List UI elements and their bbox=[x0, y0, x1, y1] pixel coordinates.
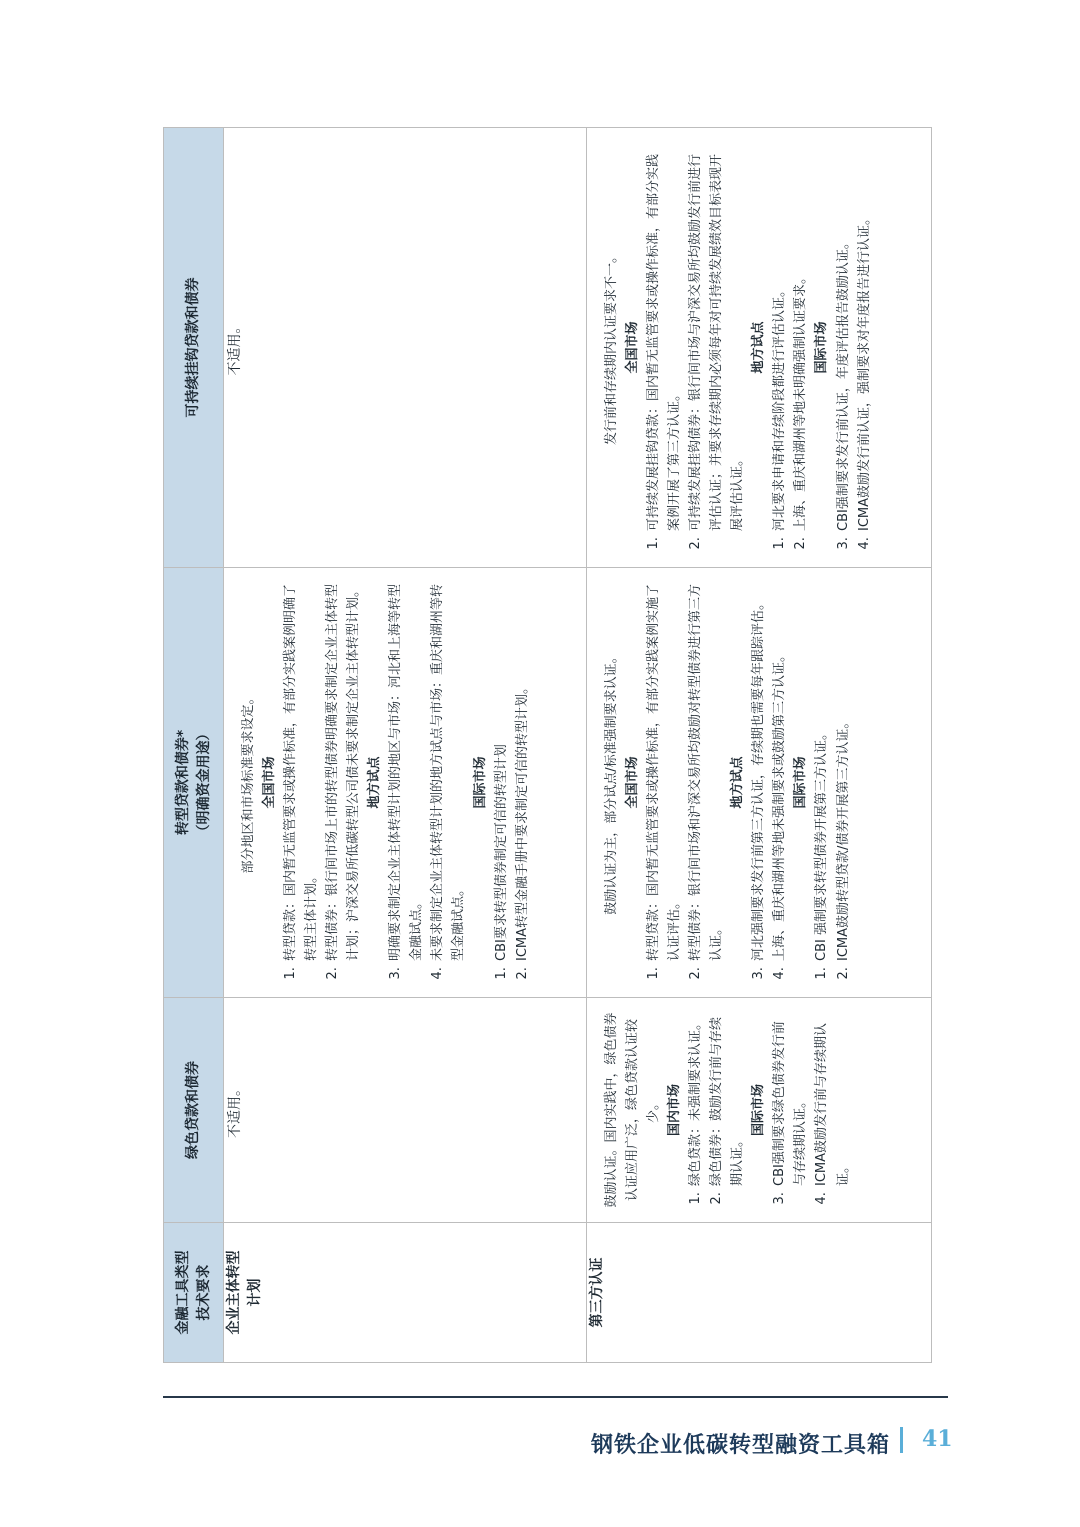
subheading-domestic: 国内市场 bbox=[667, 1084, 683, 1137]
list-item: 1. 绿色贷款：未强制要求认证。 bbox=[685, 1012, 706, 1188]
cell-intro: 鼓励认证为主，部分试点/标准强制要求认证。 bbox=[604, 650, 619, 915]
table-row-transition-plan bbox=[224, 128, 587, 1363]
header-text: 绿色贷款和债券 bbox=[185, 1061, 202, 1159]
cell-intro: 鼓励认证。国内实践中，绿色债券认证应用广泛，绿色贷款认证较少。 bbox=[604, 1012, 662, 1208]
row-label-transition-plan bbox=[224, 1223, 587, 1363]
subheading-national: 全国市场 bbox=[625, 321, 641, 374]
table-header-row bbox=[164, 128, 224, 1363]
list-international bbox=[491, 582, 533, 983]
list-local bbox=[748, 582, 790, 983]
list-item: 4. 上海、重庆和湖州等地未强制要求或鼓励第三方认证。 bbox=[769, 582, 790, 963]
subheading-local: 地方试点 bbox=[751, 321, 767, 374]
cell-intro: 部分地区和市场标准要求设定。 bbox=[241, 691, 256, 874]
list-item: 3. 明确要求制定企业主体转型计划的地区与市场：河北和上海等转型金融试点。 bbox=[385, 582, 427, 963]
cell-transition-cert bbox=[587, 568, 932, 998]
header-cell-green bbox=[164, 998, 224, 1223]
list-item: 2. 绿色债券：鼓励发行前与存续期认证。 bbox=[706, 1012, 748, 1188]
list-item: 4. 未要求制定企业主体转型计划的地方试点与市场：重庆和湖州等转型金融试点。 bbox=[427, 582, 469, 963]
cell-text: 不适用。 bbox=[227, 1082, 243, 1138]
list-item: 3. CBI强制要求绿色债券发行前与存续期认证。 bbox=[769, 1012, 811, 1188]
list-domestic bbox=[685, 1012, 748, 1208]
list-item: 4. ICMA鼓励发行前与存续期认证。 bbox=[811, 1012, 853, 1188]
list-item: 2. 上海、重庆和湖州等地未明确强制认证要求。 bbox=[790, 142, 811, 533]
list-local bbox=[769, 142, 811, 553]
comparison-table bbox=[163, 127, 932, 1363]
cell-intro: 发行前和存续期内认证要求不一。 bbox=[604, 250, 619, 446]
list-item: 2. 可持续发展挂钩债券：银行间市场与沪深交易所均鼓励发行前进行评估认证；并要求存续期内必须每年对可持续发展绩效目标表现开展评估认证。 bbox=[685, 142, 748, 533]
subheading-international: 国际市场 bbox=[472, 756, 488, 809]
header-text: 金融工具类型 bbox=[175, 1250, 192, 1335]
list-item: 4. ICMA鼓励发行前认证，强制要求对年度报告进行认证。 bbox=[854, 142, 875, 533]
list-item: 3. 河北强制要求发行前第三方认证，存续期也需要每年跟踪评估。 bbox=[748, 582, 769, 963]
row-label-text: 第三方认证 bbox=[589, 1257, 605, 1328]
list-item: 1. 河北要求申请和存续阶段都进行评估认证。 bbox=[769, 142, 790, 533]
list-national bbox=[280, 582, 364, 983]
list-item: 2. ICMA转型金融手册中要求制定可信的转型计划。 bbox=[512, 582, 533, 963]
header-text: 技术要求 bbox=[195, 1264, 212, 1321]
header-cell-tool-type bbox=[164, 1223, 224, 1363]
row-label-text: 计划 bbox=[247, 1278, 263, 1307]
cell-text: 不适用。 bbox=[227, 319, 243, 376]
header-cell-transition bbox=[164, 568, 224, 998]
rotated-table-container bbox=[163, 128, 931, 1363]
cell-sll-cert bbox=[587, 128, 932, 568]
list-item: 2. ICMA鼓励转型贷款/债券开展第三方认证。 bbox=[833, 582, 854, 963]
subheading-international: 国际市场 bbox=[751, 1084, 767, 1137]
footer-divider bbox=[163, 1396, 948, 1398]
list-item: 3. CBI强制要求发行前认证，年度评估报告鼓励认证。 bbox=[833, 142, 854, 533]
table-row-third-party bbox=[587, 128, 932, 1363]
header-text: 可持续挂钩贷款和债券 bbox=[185, 277, 202, 418]
footer-title: 钢铁企业低碳转型融资工具箱 bbox=[590, 1433, 890, 1458]
subheading-national: 全国市场 bbox=[262, 756, 278, 809]
page-number: 41 bbox=[922, 1426, 953, 1452]
list-item: 1. 转型贷款：国内暂无监管要求或操作标准，有部分实践案例实施了认证评估。 bbox=[643, 582, 685, 963]
list-item: 1. 可持续发展挂钩贷款：国内暂无监管要求或操作标准，有部分实践案例开展了第三方认证。 bbox=[643, 142, 685, 533]
list-national bbox=[643, 582, 727, 983]
subheading-national: 全国市场 bbox=[625, 756, 641, 809]
list-item: 1. 转型贷款：国内暂无监管要求或操作标准，有部分实践案例明确了转型主体计划。 bbox=[280, 582, 322, 963]
header-text: 转型贷款和债券* bbox=[175, 729, 192, 836]
cell-transition-plan bbox=[224, 568, 587, 998]
list-international bbox=[811, 582, 853, 983]
list-item: 1. CBI要求转型债券制定可信的转型计划 bbox=[491, 582, 512, 963]
list-national bbox=[643, 142, 748, 553]
header-cell-sll bbox=[164, 128, 224, 568]
cell-green-plan bbox=[224, 998, 587, 1223]
subheading-local: 地方试点 bbox=[367, 756, 383, 809]
cell-sll-plan bbox=[224, 128, 587, 568]
list-item: 1. CBI 强制要求转型债券开展第三方认证。 bbox=[811, 582, 832, 963]
footer-separator bbox=[900, 1427, 903, 1453]
list-item: 2. 转型债券：银行间市场和沪深交易所均鼓励对转型债券进行第三方认证。 bbox=[685, 582, 727, 963]
subheading-local: 地方试点 bbox=[730, 756, 746, 809]
header-text: （明确资金用途） bbox=[195, 726, 212, 839]
list-local bbox=[385, 582, 469, 983]
cell-green-cert bbox=[587, 998, 932, 1223]
subheading-international: 国际市场 bbox=[793, 756, 809, 809]
list-international bbox=[833, 142, 875, 553]
subheading-international: 国际市场 bbox=[814, 321, 830, 374]
list-international bbox=[769, 1012, 853, 1208]
list-item: 2. 转型债券：银行间市场上市的转型债券明确要求制定企业主体转型计划；沪深交易所低碳转型公司债未要求制定企业主体转型计划。 bbox=[322, 582, 364, 963]
row-label-third-party bbox=[587, 1223, 932, 1363]
row-label-text: 企业主体转型 bbox=[226, 1250, 242, 1335]
